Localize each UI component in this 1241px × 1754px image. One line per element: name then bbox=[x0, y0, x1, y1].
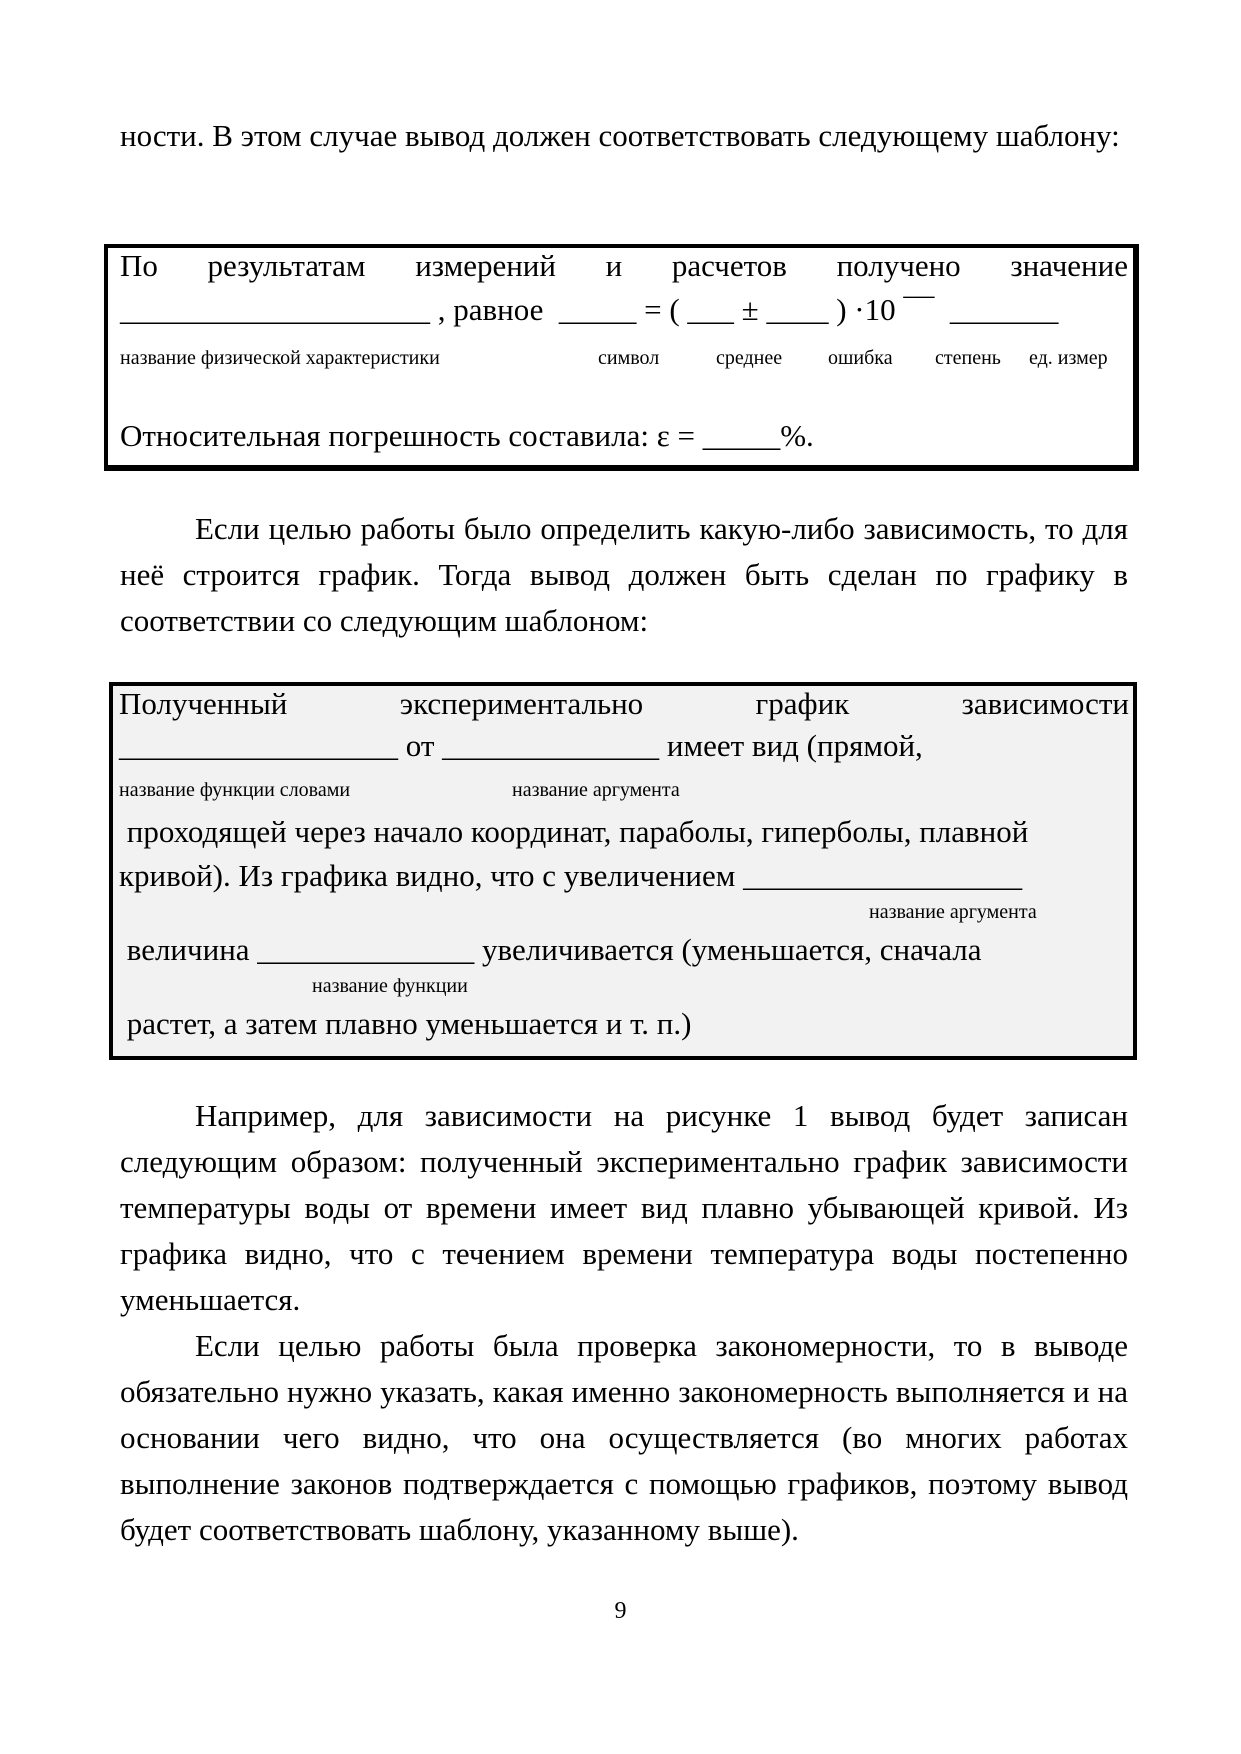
caption-unit: ед. измер bbox=[1029, 347, 1108, 369]
word: график bbox=[755, 686, 850, 721]
word: По bbox=[120, 248, 158, 283]
template1-line2: ____________________ , равное _____ = ( ___ ± ____ ) ·10 ¯¯ _______ bbox=[120, 292, 1059, 327]
paragraph-graph-intro: Если целью работы было определить какую-либо зависимость, то для неё строится график. Тогда вывод должен быть сделан по графику в соответствии со следующим шаблоном: bbox=[120, 511, 1128, 638]
word: результатам bbox=[207, 248, 366, 283]
word: значение bbox=[1010, 248, 1128, 283]
paragraph-intro: ности. В этом случае вывод должен соответствовать следующему шаблону: bbox=[120, 118, 1120, 153]
word: зависимости bbox=[961, 686, 1129, 721]
paragraph-law-check: Если целью работы была проверка закономерности, то в выводе обязательно нужно указать, какая именно закономерность выполняется и на основании чего видно, что она осуществляется (во многих работах выполнение законов подтверждается с помощью графиков, поэтому вывод будет соответствовать шаблону, указанному выше). bbox=[120, 1328, 1128, 1547]
word: и bbox=[605, 248, 623, 283]
template1-relative-error: Относительная погрешность составила: ε = _____%. bbox=[120, 418, 814, 453]
paragraph-example: Например, для зависимости на рисунке 1 вывод будет записан следующим образом: полученный экспериментально график зависимости температуры воды от времени имеет вид плавно убывающей кривой. Из графика видно, что с течением времени температура воды постепенно уменьшается. bbox=[120, 1098, 1128, 1317]
caption-quantity-name: название физической характеристики bbox=[120, 347, 440, 369]
template2-line1 bbox=[119, 686, 1129, 722]
caption-mean: среднее bbox=[716, 347, 783, 369]
graph-template-box bbox=[109, 682, 1137, 1060]
word: Полученный bbox=[119, 686, 288, 721]
page-number: 9 bbox=[614, 1598, 627, 1624]
template2-line2: __________________ от ______________ имеет вид (прямой, bbox=[119, 728, 923, 763]
conclusion-template-box bbox=[104, 244, 1139, 471]
template2-line5: величина ______________ увеличивается (уменьшается, сначала bbox=[119, 932, 982, 967]
word: расчетов bbox=[671, 248, 787, 283]
template1-line1 bbox=[120, 248, 1128, 284]
template2-line4: кривой). Из графика видно, что с увеличением __________________ bbox=[119, 858, 1023, 893]
caption-argument-2: название аргумента bbox=[869, 901, 1037, 923]
template2-line3: проходящей через начало координат, параболы, гиперболы, плавной bbox=[119, 814, 1029, 849]
caption-power: степень bbox=[935, 347, 1001, 369]
caption-argument: название аргумента bbox=[512, 779, 680, 801]
word: измерений bbox=[415, 248, 556, 283]
caption-error: ошибка bbox=[828, 347, 893, 369]
caption-function-words: название функции словами bbox=[119, 779, 351, 801]
word: получено bbox=[836, 248, 961, 283]
template2-line6: растет, а затем плавно уменьшается и т. п.) bbox=[119, 1006, 692, 1041]
caption-function: название функции bbox=[312, 975, 468, 997]
caption-symbol: символ bbox=[598, 347, 660, 369]
word: экспериментально bbox=[399, 686, 644, 721]
